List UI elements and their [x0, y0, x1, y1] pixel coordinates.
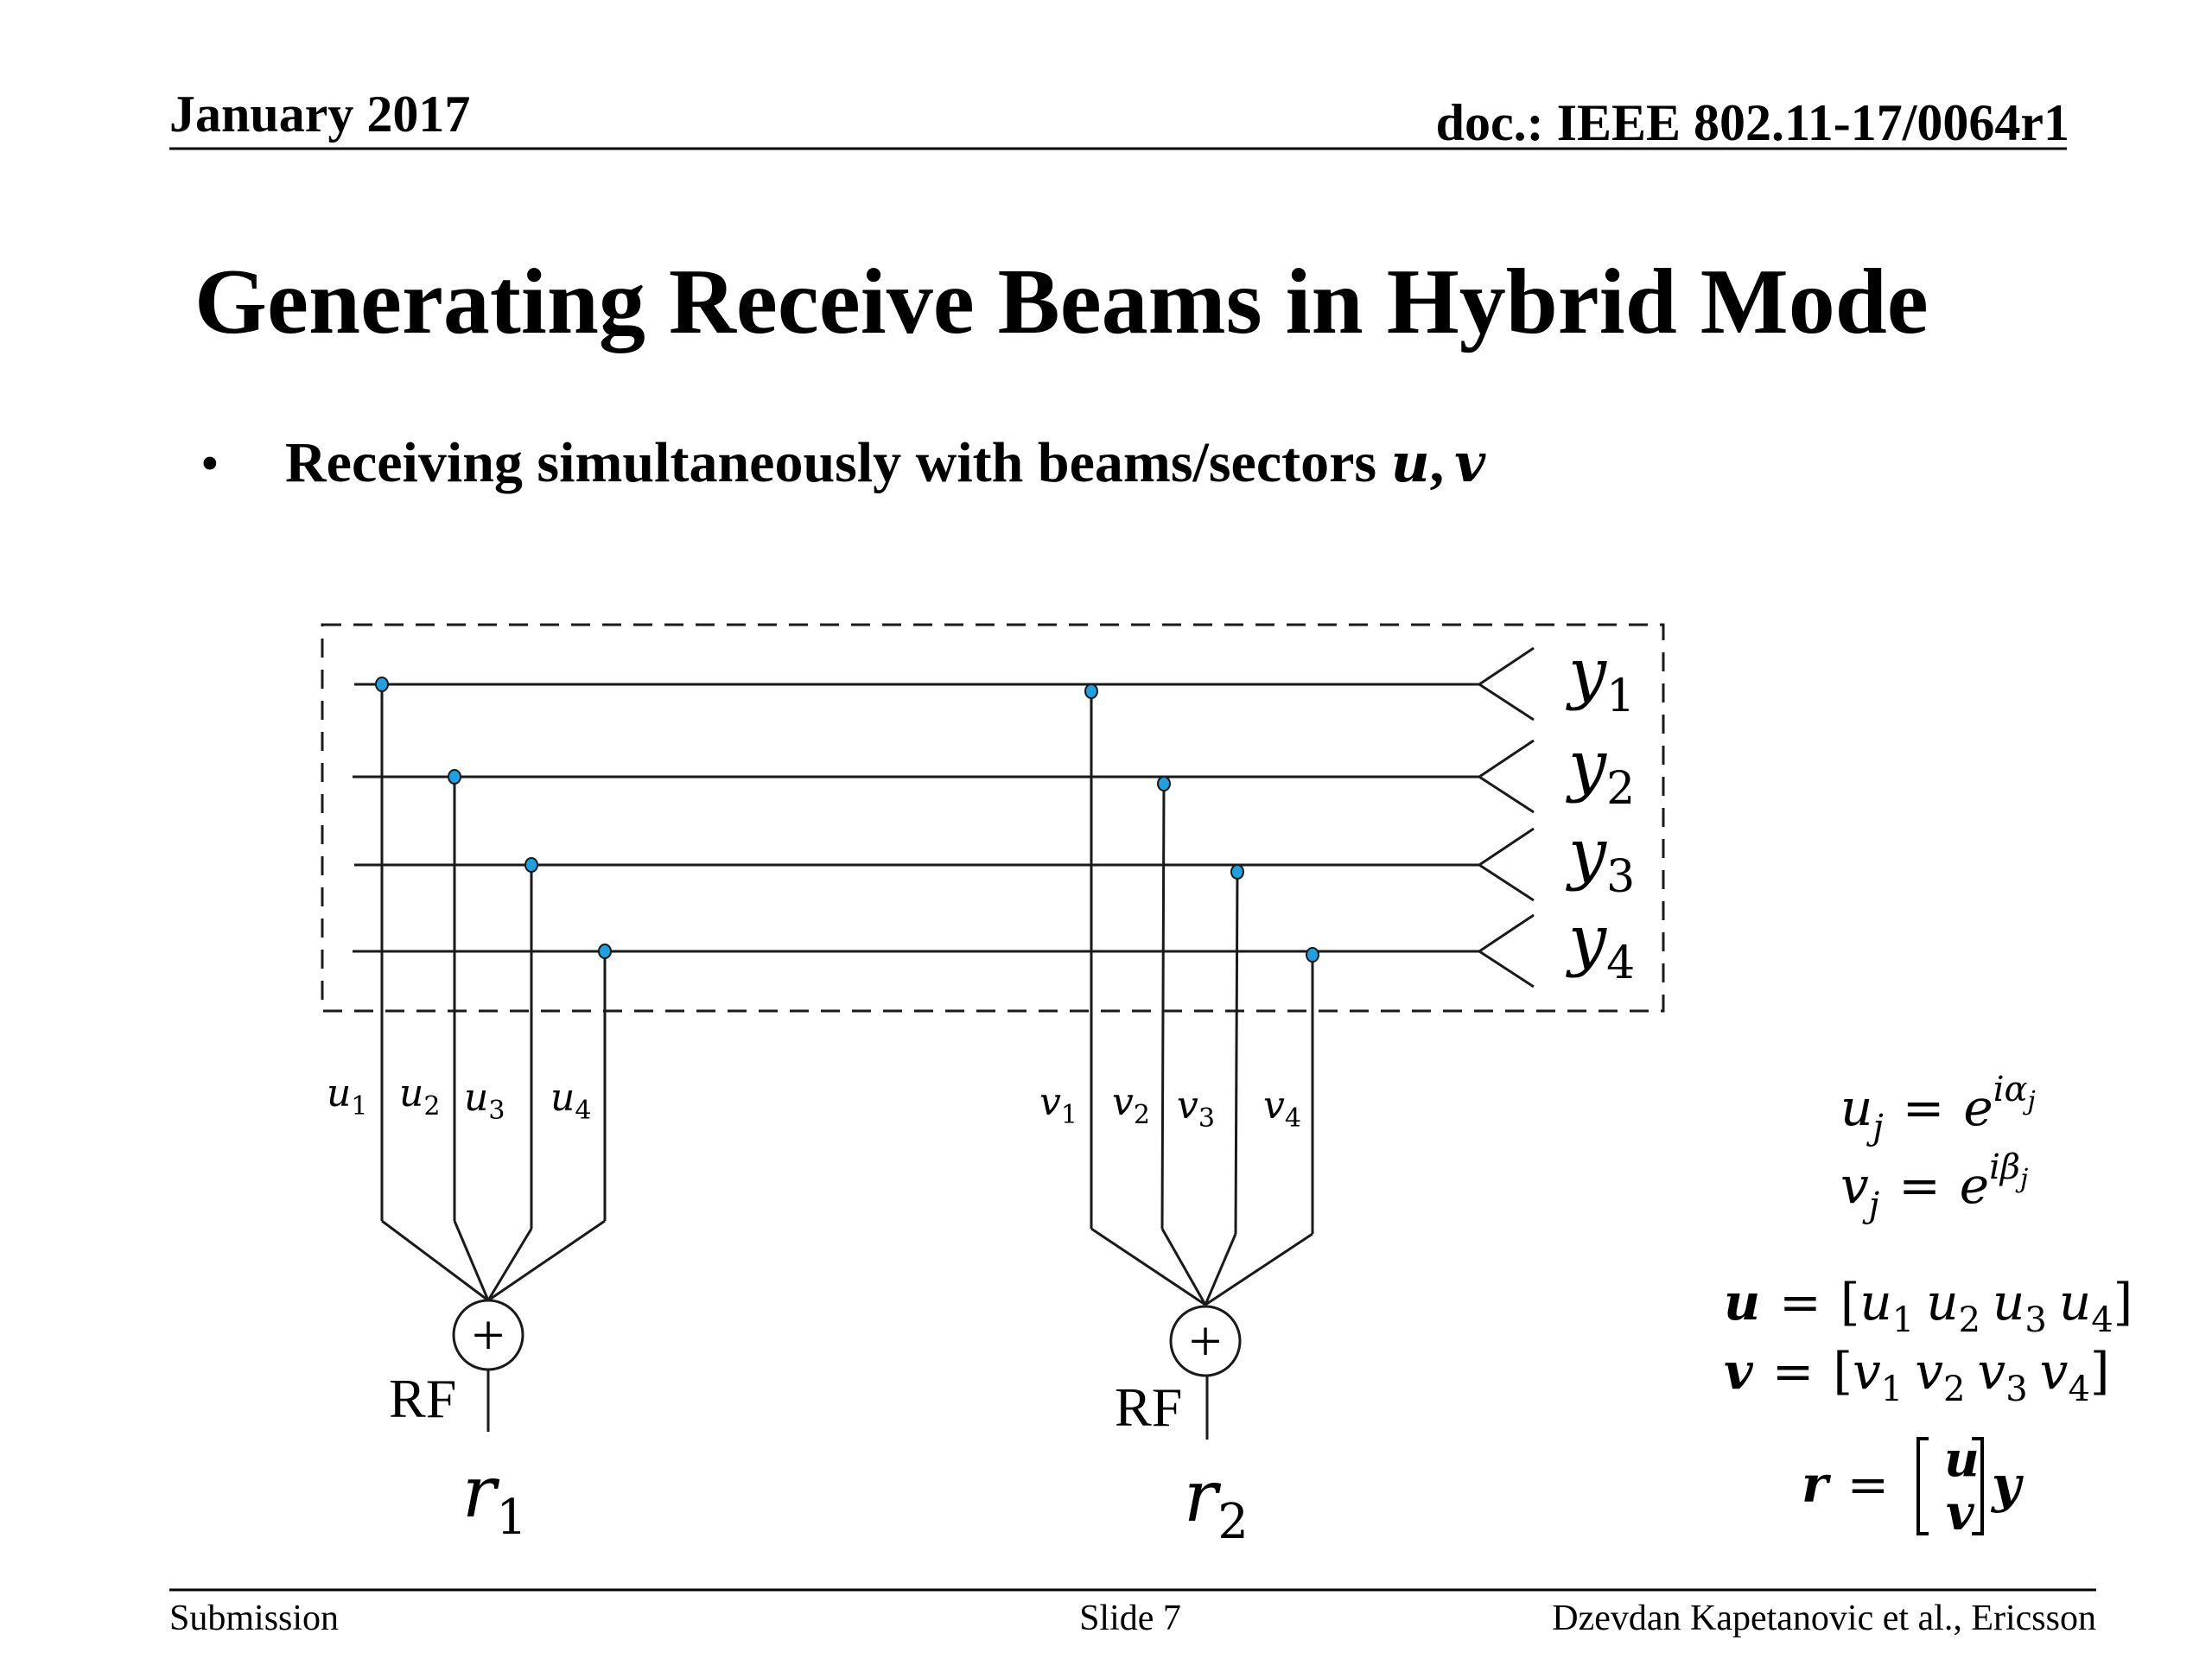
weight-label-u1: $u_1$	[327, 1071, 368, 1122]
v-branch-line-3	[1236, 872, 1237, 1234]
weight-label-v2: $v_2$	[1112, 1080, 1150, 1130]
equation-r-rhs: y	[1992, 1455, 2021, 1514]
weight-label-v1: $v_1$	[1039, 1080, 1077, 1130]
antenna-label-y4: $y_4$	[1568, 901, 1636, 989]
antenna-label-y3: $y_3$	[1568, 815, 1636, 903]
slide-title: Generating Receive Beams in Hybrid Mode	[194, 251, 1929, 353]
bullet-math-u: u	[1390, 431, 1430, 494]
antenna-label-y2: $y_2$	[1568, 727, 1636, 815]
tap-node-v2	[1158, 777, 1170, 791]
weight-label-u2: $u_2$	[399, 1071, 441, 1122]
weight-label-v3: $v_3$	[1177, 1084, 1215, 1134]
v-branch-line-2	[1162, 784, 1164, 1229]
tap-node-v4	[1306, 948, 1319, 962]
footer-slide-number: Slide 7	[1079, 1599, 1181, 1638]
header-date: January 2017	[169, 86, 471, 143]
tap-node-u1	[376, 677, 388, 691]
equation-uj: $u_j = e^{i\alpha}j$	[1840, 1070, 2036, 1147]
weight-label-u3: $u_3$	[464, 1076, 505, 1126]
tap-node-u4	[599, 944, 611, 958]
bullet-math-v: v	[1454, 431, 1486, 494]
combiner-plus-1: +	[471, 1302, 505, 1368]
equation-v-vector: $v = [v_1$ $v_2$ $v_3$ $v_4$]	[1724, 1342, 2110, 1409]
footer-submission: Submission	[169, 1599, 340, 1638]
bullet-item	[200, 431, 1486, 494]
footer-authors: Dzevdan Kapetanovic et al., Ericsson	[1552, 1599, 2096, 1638]
equation-r-lhs: r =	[1802, 1455, 1890, 1514]
antenna-label-y1: $y_1$	[1568, 634, 1636, 722]
bullet-text: Receiving simultaneously with beams/sectors u, v	[285, 431, 1486, 494]
equation-r-top: u	[1944, 1431, 1980, 1488]
bullet-marker: •	[200, 435, 219, 493]
tap-node-v1	[1085, 684, 1097, 698]
bullet-comma: ,	[1429, 431, 1445, 494]
tap-node-v3	[1231, 865, 1243, 879]
equation-vj: $v_j = e^{i\beta}j$	[1840, 1147, 2029, 1225]
weight-label-v4: $v_4$	[1263, 1084, 1301, 1134]
rf-label-1: RF	[389, 1368, 457, 1429]
output-label-r2: $r_2$	[1184, 1456, 1249, 1550]
equation-u-vector: $u = [u_1$ $u_2$ $u_3$ $u_4$]	[1724, 1273, 2133, 1340]
header-doc-id: doc.: IEEE 802.11-17/0064r1	[1435, 94, 2069, 151]
output-label-r1: $r_1$	[462, 1452, 527, 1546]
weight-label-u4: $u_4$	[550, 1076, 592, 1126]
combiner-plus-2: +	[1188, 1308, 1223, 1374]
equation-r-bottom: v	[1946, 1484, 1974, 1541]
tap-node-u2	[448, 770, 461, 784]
rf-label-2: RF	[1115, 1376, 1183, 1438]
tap-node-u3	[525, 858, 537, 872]
